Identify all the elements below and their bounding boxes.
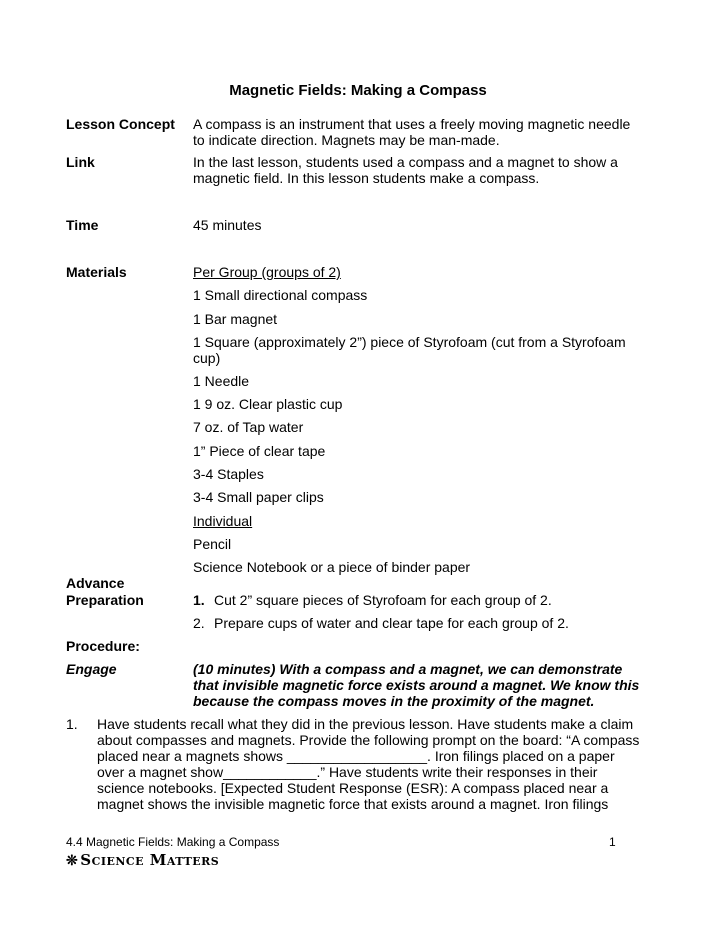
footer-title: 4.4 Magnetic Fields: Making a Compass — [66, 835, 280, 849]
materials-label: Materials — [66, 264, 127, 280]
prep-step-text: Cut 2” square pieces of Styrofoam for each group of 2. — [214, 592, 552, 608]
text-line: placed near a magnets shows __________________. Iron filings placed on a paper — [97, 748, 615, 764]
procedure-step-number: 1. — [66, 716, 78, 732]
procedure-step-text — [97, 716, 657, 812]
page-title: Magnetic Fields: Making a Compass — [229, 82, 487, 99]
material-item: 7 oz. of Tap water — [193, 419, 304, 435]
procedure-label: Procedure: — [66, 638, 140, 654]
lesson-concept-label: Lesson Concept — [66, 116, 175, 132]
prep-step-number: 2. — [193, 615, 205, 631]
brand-name: Science Matters — [80, 851, 220, 869]
page-number: 1 — [609, 835, 616, 849]
text-line: over a magnet show____________.” Have students write their responses in their — [97, 764, 598, 780]
link-text — [193, 154, 663, 186]
engage-text — [193, 661, 663, 709]
link-label: Link — [66, 154, 95, 170]
brand-logo — [66, 851, 219, 869]
material-item: 1” Piece of clear tape — [193, 443, 326, 459]
prep-step-text: Prepare cups of water and clear tape for each group of 2. — [214, 615, 569, 631]
text-line: to indicate direction. Magnets may be man-made. — [193, 132, 500, 148]
snowflake-icon: ❊ — [66, 853, 79, 869]
material-item: 1 Square (approximately 2”) piece of Styrofoam (cut from a Styrofoam — [193, 334, 626, 350]
text-line: magnet shows the invisible magnetic force that exists around a magnet. Iron filings — [97, 796, 609, 812]
text-line: about compasses and magnets. Provide the following prompt on the board: “A compass — [97, 732, 640, 748]
text-line: Have students recall what they did in the previous lesson. Have students make a claim — [97, 716, 634, 732]
text-line: (10 minutes) With a compass and a magnet, we can demonstrate — [193, 661, 623, 677]
prep-step-number: 1. — [193, 592, 205, 608]
group-heading: Per Group (groups of 2) — [193, 264, 341, 280]
time-value: 45 minutes — [193, 217, 262, 233]
text-line: A compass is an instrument that uses a freely moving magnetic needle — [193, 116, 631, 132]
label-line: Preparation — [66, 592, 144, 608]
advance-preparation-label — [66, 575, 144, 609]
material-item: Pencil — [193, 536, 232, 552]
material-item: cup) — [193, 350, 221, 366]
individual-heading: Individual — [193, 513, 253, 529]
material-item: 3-4 Small paper clips — [193, 489, 324, 505]
label-line: Advance — [66, 575, 125, 591]
text-line: science notebooks. [Expected Student Response (ESR): A compass placed near a — [97, 780, 609, 796]
material-item: 1 Small directional compass — [193, 287, 368, 303]
material-item: Science Notebook or a piece of binder paper — [193, 559, 471, 575]
text-line: that invisible magnetic force exists around a magnet. We know this — [193, 677, 640, 693]
text-line: because the compass moves in the proximity of the magnet. — [193, 693, 595, 709]
material-item: 1 Bar magnet — [193, 311, 278, 327]
material-item: 1 9 oz. Clear plastic cup — [193, 396, 343, 412]
material-item: 3-4 Staples — [193, 466, 264, 482]
lesson-concept-text — [193, 116, 663, 148]
text-line: magnetic field. In this lesson students make a compass. — [193, 170, 540, 186]
text-line: In the last lesson, students used a compass and a magnet to show a — [193, 154, 618, 170]
time-label: Time — [66, 217, 99, 233]
engage-label: Engage — [66, 661, 117, 677]
material-item: 1 Needle — [193, 373, 250, 389]
